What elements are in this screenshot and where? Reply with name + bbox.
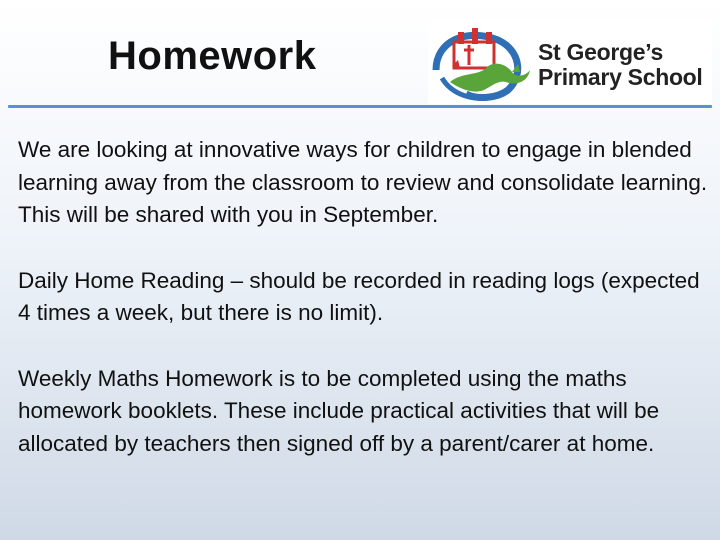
dragon-emblem-icon <box>428 20 538 104</box>
paragraph-maths-homework: Weekly Maths Homework is to be completed using the maths homework booklets. These include practical activities that will be allocated by teachers then signed off by a parent/carer at home. <box>18 365 660 456</box>
school-name-line2: Primary School <box>538 64 703 90</box>
body-text <box>18 134 710 493</box>
school-name-line1: St George’s <box>538 39 663 65</box>
paragraph-home-reading: Daily Home Reading – should be recorded in reading logs (expected 4 times a week, but there is no limit). <box>18 267 700 325</box>
title-divider <box>8 105 712 108</box>
page-title: Homework <box>108 34 317 78</box>
paragraph-blended-learning: We are looking at innovative ways for children to engage in blended learning away from the classroom to review and consolidate learning. This will be shared with you in September. <box>18 137 708 227</box>
school-name <box>538 40 703 90</box>
school-logo <box>428 20 712 104</box>
